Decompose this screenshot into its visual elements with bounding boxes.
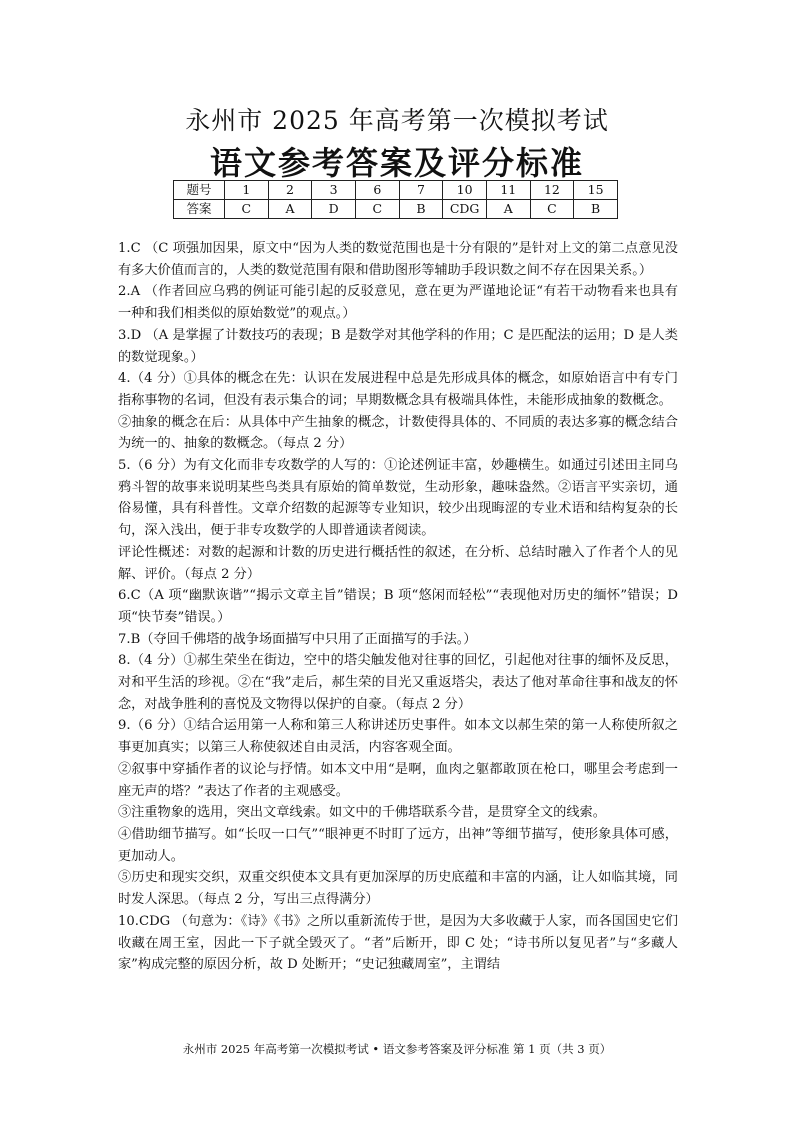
answer-cell: D: [312, 200, 356, 219]
question-number-cell: 10: [443, 181, 487, 200]
answer-key-title: 语文参考答案及评分标准: [209, 144, 584, 182]
answer-cell: CDG: [443, 200, 487, 219]
explanation-paragraph: ⑤历史和现实交织，双重交织使本文具有更加深厚的历史底蕴和丰富的内涵，让人如临其境，同时发人深思。（每点 2 分，写出三点得满分）: [118, 870, 678, 908]
explanation-paragraph: ③注重物象的选用，突出文章线索。如文中的千佛塔联系今昔，是贯穿全文的线索。: [118, 805, 606, 821]
answer-cell: A: [486, 200, 530, 219]
explanation-paragraph: 3.D （A 是掌握了计数技巧的表现；B 是数学对其他学科的作用；C 是匹配法的运用；D 是人类的数觉现象。）: [118, 327, 678, 365]
explanation-paragraph: 1.C （C 项强加因果，原文中“因为人类的数觉范围也是十分有限的”是针对上文的第二点意见没有多大价值而言的，人类的数觉范围有限和借助图形等辅助手段识数之间不存在因果关系。）: [118, 241, 678, 278]
answer-cell: A: [268, 200, 312, 219]
answer-cell: C: [530, 200, 574, 219]
exam-title: 永州市 2025 年高考第一次模拟考试: [185, 106, 609, 135]
explanation-paragraph: 9.（6 分）①结合运用第一人称和第三人称讲述历史事件。如本文以郝生荣的第一人称使所叙之事更加真实；以第三人称使叙述自由灵活，内容客观全面。: [118, 718, 678, 756]
answer-table: [173, 180, 618, 219]
explanation-paragraph: ②抽象的概念在后：从具体中产生抽象的概念，计数使得具体的、不同质的表达多寡的概念结合为统一的、抽象的数概念。（每点 2 分）: [118, 414, 678, 452]
question-number-cell: 3: [312, 181, 356, 200]
explanation-paragraph: ④借助细节描写。如“长叹一口气”“眼神更不时盯了远方，出神”等细节描写，使形象具体可感，更加动人。: [118, 826, 678, 864]
answer-explanations: [118, 238, 678, 976]
answer-row: [174, 200, 618, 219]
answer-cell: C: [355, 200, 399, 219]
question-number-cell: 11: [486, 181, 530, 200]
explanation-paragraph: 10.CDG （句意为：《诗》《书》之所以重新流传于世，是因为大多收藏于人家，而各国国史它们收藏在周王室，因此一下子就全毁灭了。“者”后断开，即 C 处；“诗书所以复见者”与“多藏人家”构成完整的原因分析，故 D 处断开；“史记独藏周室”，主谓结: [118, 913, 678, 973]
question-number-cell: 1: [225, 181, 269, 200]
explanation-paragraph: 5.（6 分）为有文化而非专攻数学的人写的：①论述例证丰富，妙趣横生。如通过引述田主同乌鸦斗智的故事来说明某些鸟类具有原始的简单数觉，生动形象，趣味盎然。②语言平实亲切，通俗易懂，具有科普性。文章介绍数的起源等专业知识，较少出现晦涩的专业术语和结构复杂的长句，深入浅出，便于非专攻数学的人即普通读者阅读。: [118, 458, 678, 539]
answer-cell: B: [399, 200, 443, 219]
question-number-cell: 7: [399, 181, 443, 200]
answer-header: 答案: [174, 200, 225, 219]
explanation-paragraph: 8.（4 分）①郝生荣坐在街边，空中的塔尖触发他对往事的回忆，引起他对往事的缅怀及反思，对和平生活的珍视。②在“我”走后，郝生荣的目光又重返塔尖，表达了他对革命往事和战友的怀念，对战争胜利的喜悦及文物得以保护的自豪。（每点 2 分）: [118, 653, 678, 712]
question-number-cell: 6: [355, 181, 399, 200]
answer-cell: B: [574, 200, 618, 219]
explanation-paragraph: 6.C（A 项“幽默诙谐”“揭示文章主旨”错误；B 项“悠闲而轻松”“表现他对历史的缅怀”错误；D 项“快节奏”错误。）: [118, 588, 678, 625]
question-number-cell: 12: [530, 181, 574, 200]
explanation-paragraph: ②叙事中穿插作者的议论与抒情。如本文中用“是啊，血肉之躯都敢顶在枪口，哪里会考虑到一座无声的塔？”表达了作者的主观感受。: [118, 761, 678, 799]
answer-cell: C: [225, 200, 269, 219]
explanation-paragraph: 7.B（夺回千佛塔的战争场面描写中只用了正面描写的手法。）: [118, 631, 477, 647]
explanation-paragraph: 4.（4 分）①具体的概念在先：认识在发展进程中总是先形成具体的概念，如原始语言中有专门指称事物的名词，但没有表示集合的词；早期数概念具有极端具体性，未能形成抽象的数概念。: [118, 371, 678, 408]
question-number-header: 题号: [174, 181, 225, 200]
question-number-row: [174, 181, 618, 200]
question-number-cell: 15: [574, 181, 618, 200]
explanation-paragraph: 评论性概述：对数的起源和计数的历史进行概括性的叙述，在分析、总结时融入了作者个人的见解、评价。（每点 2 分）: [118, 544, 678, 582]
explanation-paragraph: 2.A （作者回应乌鸦的例证可能引起的反驳意见，意在更为严谨地论证“有若干动物看来也具有一种和我们相类似的原始数觉”的观点。）: [118, 284, 678, 322]
page-footer: 永州市 2025 年高考第一次模拟考试 • 语文参考答案及评分标准 第 1 页（共 3 页）: [182, 1042, 612, 1056]
question-number-cell: 2: [268, 181, 312, 200]
